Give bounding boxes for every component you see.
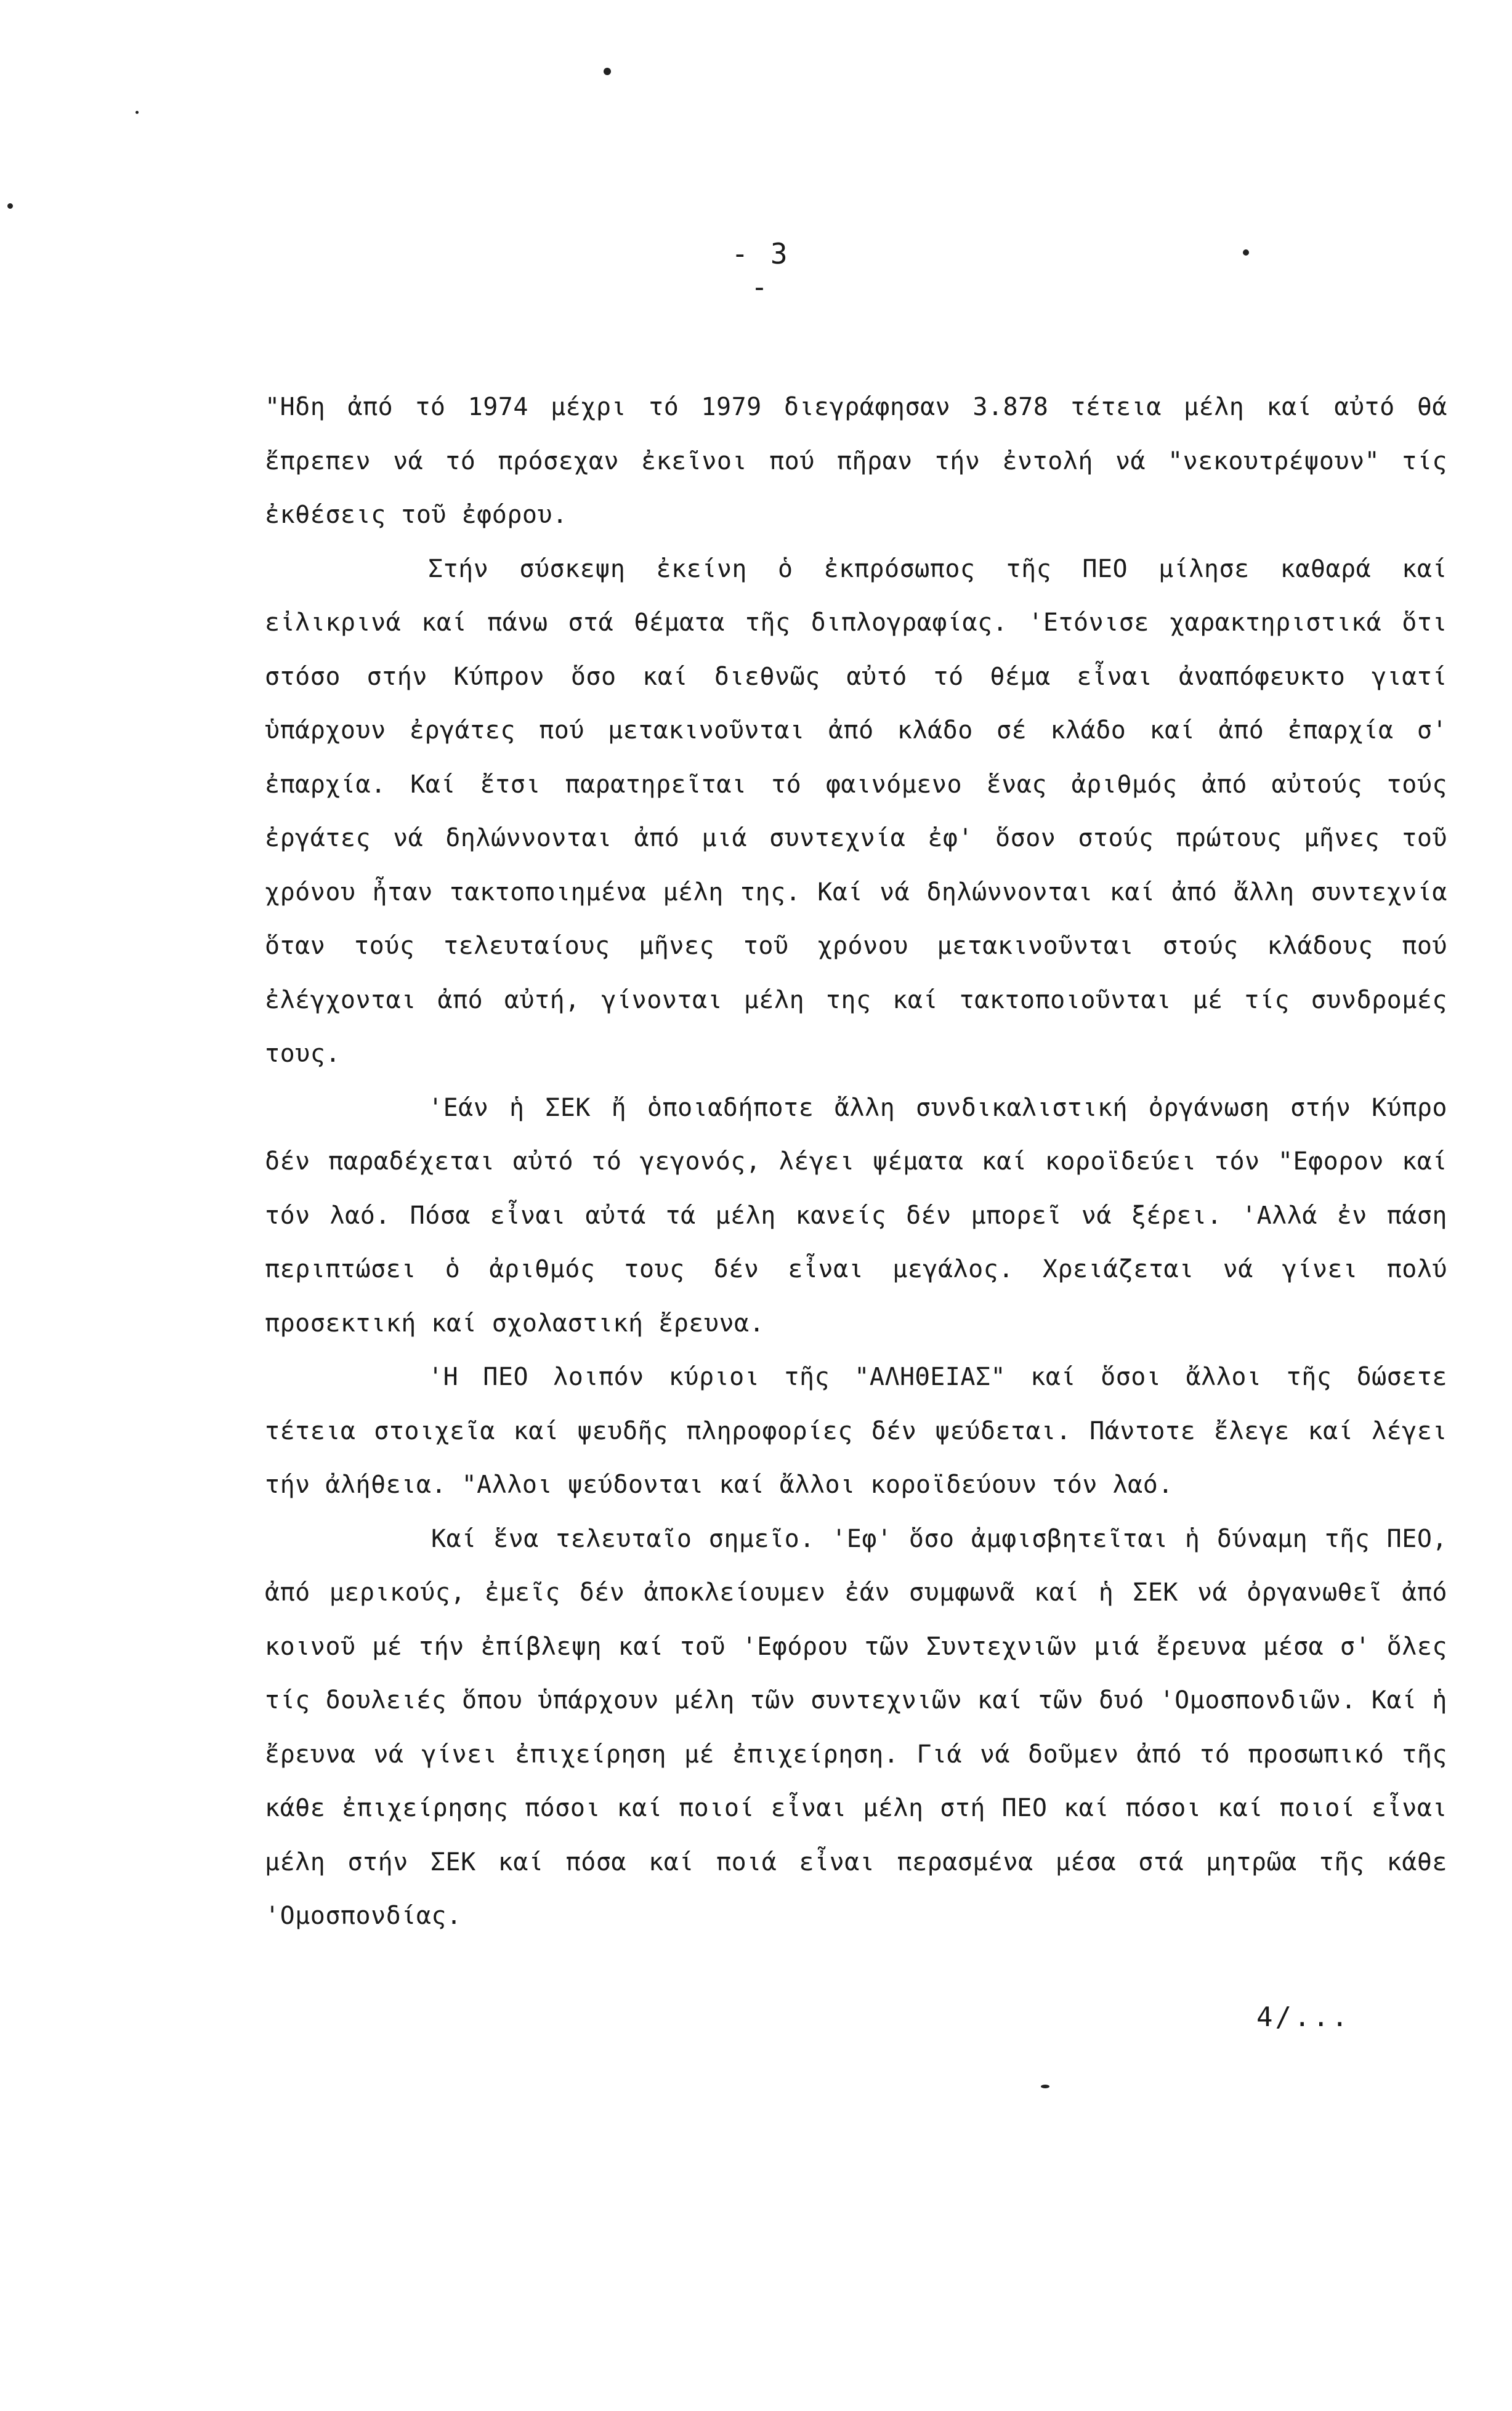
scan-speck — [135, 111, 139, 114]
page-number: - 3 - — [731, 237, 790, 304]
paragraph-1: "Ηδη ἀπό τό 1974 μέχρι τό 1979 διεγράφησαν 3.878 τέτεια μέλη καί αὐτό θά ἔπρεπεν νά τό πρόσεχαν ἐκεῖνοι πού πῆραν τήν ἐντολή νά "νεκουτρέψουν" τίς ἐκθέσεις τοῦ ἐφόρου. — [265, 393, 1447, 529]
scan-speck — [1243, 249, 1249, 256]
scan-speck — [1041, 2085, 1049, 2088]
scan-speck — [604, 68, 611, 75]
paragraph-5: Καί ἕνα τελευταῖο σημεῖο. 'Εφ' ὅσο ἀμφισβητεῖται ἡ δύναμη τῆς ΠΕΟ, ἀπό μερικούς, ἐμεῖς δέν ἀποκλείουμεν ἐάν συμφωνᾶ καί ἡ ΣΕΚ νά ὀργανωθεῖ ἀπό κοινοῦ μέ τήν ἐπίβλεψη καί τοῦ 'Εφόρου τῶν Συντεχνιῶν μιά ἔρευνα μέσα σ' ὅλες τίς δουλειές ὅπου ὑπάρχουν μέλη τῶν συντεχνιῶν καί τῶν δυό 'Ομοσπονδιῶν. Καί ἡ ἔρευνα νά γίνει ἐπιχείρηση μέ ἐπιχείρηση. Γιά νά δοῦμεν ἀπό τό προσωπικό τῆς κάθε ἐπιχείρησης πόσοι καί ποιοί εἶναι μέλη στή ΠΕΟ καί πόσοι καί ποιοί εἶναι μέλη στήν ΣΕΚ καί πόσα καί ποιά εἶναι περασμένα μέσα στά μητρῶα τῆς κάθε 'Ομοσπονδίας. — [265, 1524, 1447, 1930]
paragraph-2: Στήν σύσκεψη ἐκείνη ὁ ἐκπρόσωπος τῆς ΠΕΟ μίλησε καθαρά καί εἰλικρινά καί πάνω στά θέματα τῆς διπλογραφίας. 'Ετόνισε χαρακτηριστικά ὅτι στόσο στήν Κύπρον ὅσο καί διεθνῶς αὐτό τό θέμα εἶναι ἀναπόφευκτο γιατί ὑπάρχουν ἐργάτες πού μετακινοῦνται ἀπό κλάδο σέ κλάδο καί ἀπό ἐπαρχία σ' ἐπαρχία. Καί ἔτσι παρατηρεῖται τό φαινόμενο ἕνας ἀριθμός ἀπό αὐτούς τούς ἐργάτες νά δηλώννονται ἀπό μιά συντεχνία ἐφ' ὅσον στούς πρώτους μῆνες τοῦ χρόνου ἦταν τακτοποιημένα μέλη της. Καί νά δηλώννονται καί ἀπό ἄλλη συντεχνία ὅταν τούς τελευταίους μῆνες τοῦ χρόνου μετακινοῦνται στούς κλάδους πού ἐλέγχονται ἀπό αὐτή, γίνονται μέλη της καί τακτοποιοῦνται μέ τίς συνδρομές τους. — [265, 554, 1447, 1068]
scan-speck — [7, 203, 13, 209]
paragraph-3: 'Εάν ἡ ΣΕΚ ἤ ὁποιαδήποτε ἄλλη συνδικαλιστική ὀργάνωση στήν Κύπρο δέν παραδέχεται αὐτό τό γεγονός, λέγει ψέματα καί κοροϊδεύει τόν "Εφορον καί τόν λαό. Πόσα εἶναι αὐτά τά μέλη κανείς δέν μπορεῖ νά ξέρει. 'Αλλά ἐν πάση περιπτώσει ὁ ἀριθμός τους δέν εἶναι μεγάλος. Χρειάζεται νά γίνει πολύ προσεκτική καί σχολαστική ἔρευνα. — [265, 1093, 1447, 1338]
paragraph-4: 'Η ΠΕΟ λοιπόν κύριοι τῆς "ΑΛΗΘΕΙΑΣ" καί ὅσοι ἄλλοι τῆς δώσετε τέτεια στοιχεῖα καί ψευδῆς πληροφορίες δέν ψεύδεται. Πάντοτε ἔλεγε καί λέγει τήν ἀλήθεια. "Αλλοι ψεύδονται καί ἄλλοι κοροϊδεύουν τόν λαό. — [265, 1363, 1447, 1499]
continuation-marker: 4/... — [1256, 2001, 1351, 2033]
document-body — [265, 381, 1447, 1944]
